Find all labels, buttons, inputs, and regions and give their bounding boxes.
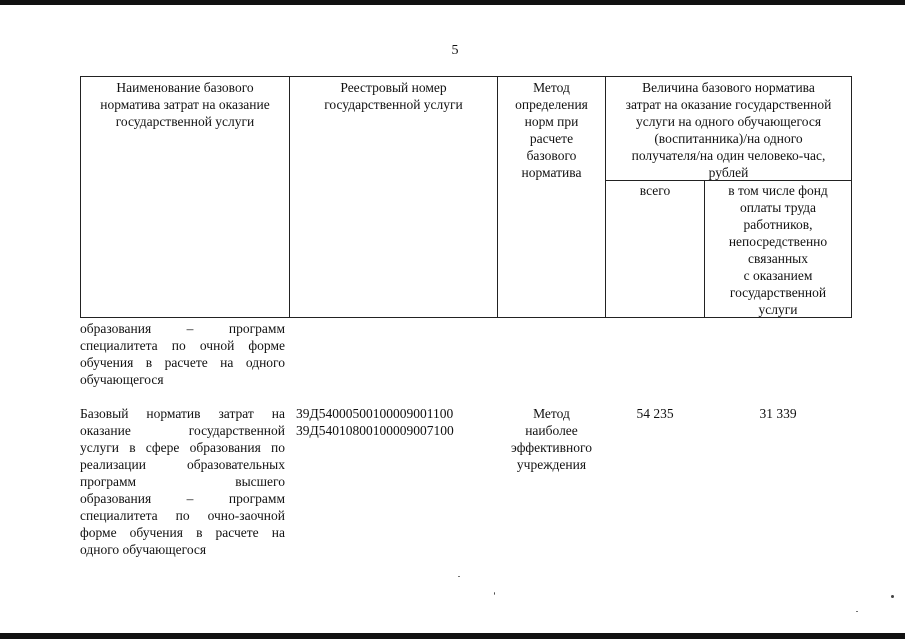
service-name-line: реализации образовательных	[80, 457, 285, 472]
row-service-name	[80, 405, 285, 558]
bottom-border	[0, 633, 905, 639]
service-name-line: программ высшего	[80, 474, 285, 489]
service-name-line: Базовый норматив затрат на	[80, 406, 285, 421]
header-wage-line: государственной	[729, 285, 827, 300]
continued-name-line: обучающегося	[80, 372, 164, 387]
continued-row-name	[80, 320, 285, 388]
header-wage-line: непосредственно	[728, 234, 828, 249]
header-wage-cell	[706, 182, 850, 318]
header-total-label: всего	[639, 183, 671, 198]
header-value-line: затрат на оказание государственной	[625, 97, 832, 112]
header-value-cell	[607, 79, 850, 181]
continued-name-line: образования – программ	[80, 321, 285, 336]
header-name-line: государственной услуги	[115, 114, 255, 129]
header-wage-line: связанных	[748, 251, 808, 266]
header-wage-line: с оказанием	[743, 268, 813, 283]
header-method-line: норматива	[521, 165, 582, 180]
header-total-cell	[607, 182, 703, 199]
header-method-line: базового	[526, 148, 577, 163]
row-method	[499, 405, 604, 473]
scan-speck	[494, 592, 495, 595]
service-name-line: одного обучающегося	[80, 542, 207, 557]
row-total-value	[607, 405, 703, 422]
registry-number: 39Д54010800100009007100	[296, 423, 454, 438]
service-name-line: оказание государственной	[80, 423, 285, 438]
header-method-line: норм при	[524, 114, 579, 129]
row-wage-value	[706, 405, 850, 422]
header-name-line: Наименование базового	[116, 80, 254, 95]
header-name-line: норматива затрат на оказание	[100, 97, 270, 112]
row-registry-numbers	[296, 405, 496, 439]
header-wage-line: работников,	[743, 217, 813, 232]
col-line-1	[289, 76, 290, 318]
header-value-line: (воспитанника)/на одного	[654, 131, 803, 146]
header-registry-cell	[291, 79, 496, 113]
header-method-cell	[499, 79, 604, 181]
header-registry-line: государственной услуги	[324, 97, 463, 112]
col-line-0	[80, 76, 81, 318]
wage-fund-value: 31 339	[759, 406, 797, 421]
col-line-5	[851, 76, 852, 318]
header-method-line: определения	[515, 97, 588, 112]
service-name-line: услуги в сфере образования по	[80, 440, 285, 455]
scan-speck	[856, 611, 858, 612]
method-line: эффективного	[511, 440, 592, 455]
col-line-2	[497, 76, 498, 318]
header-wage-line: оплаты труда	[739, 200, 817, 215]
scan-speck	[458, 576, 460, 577]
col-line-4	[704, 180, 705, 318]
header-wage-line: в том числе фонд	[728, 183, 828, 198]
header-value-line: рублей	[708, 165, 749, 180]
header-name-cell	[82, 79, 288, 130]
scan-speck	[891, 595, 894, 598]
header-wage-line: услуги	[758, 302, 798, 317]
method-line: Метод	[533, 406, 570, 421]
service-name-line: образования – программ	[80, 491, 285, 506]
service-name-line: форме обучения в расчете на	[80, 525, 285, 540]
header-method-line: Метод	[533, 80, 570, 95]
col-line-3	[605, 76, 606, 318]
header-method-line: расчете	[529, 131, 574, 146]
total-value: 54 235	[636, 406, 674, 421]
service-name-line: специалитета по очно-заочной	[80, 508, 285, 523]
page-number: 5	[451, 43, 459, 58]
header-value-line: услуги на одного обучающегося	[635, 114, 822, 129]
header-top-rule	[80, 76, 852, 77]
header-value-line: получателя/на один человеко-час,	[631, 148, 826, 163]
method-line: наиболее	[525, 423, 578, 438]
continued-name-line: обучения в расчете на одного	[80, 355, 285, 370]
method-line: учреждения	[516, 457, 587, 472]
header-value-line: Величина базового норматива	[642, 80, 815, 95]
header-registry-line: Реестровый номер	[340, 80, 447, 95]
registry-number: 39Д54000500100009001100	[296, 406, 454, 421]
continued-name-line: специалитета по очной форме	[80, 338, 285, 353]
top-border	[0, 0, 905, 5]
